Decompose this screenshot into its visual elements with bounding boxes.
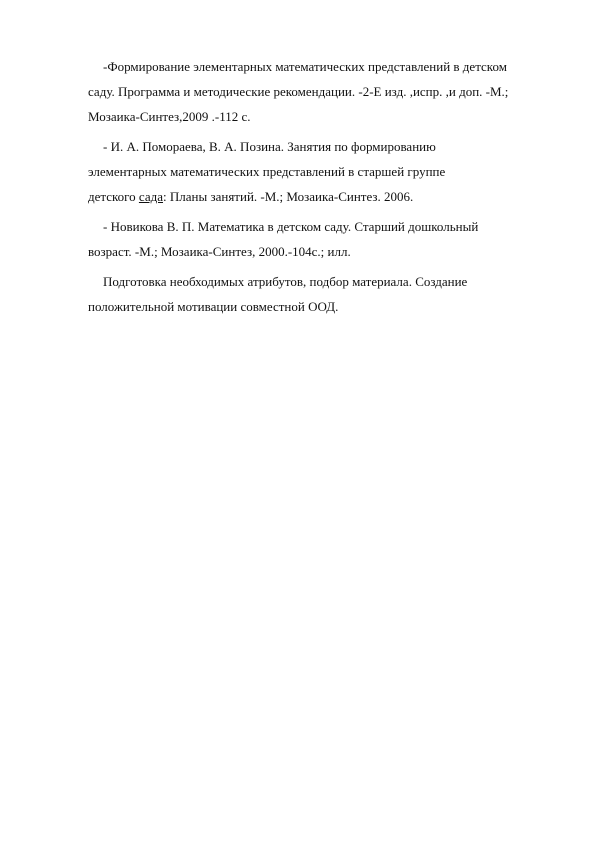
text-segment: : Планы занятий. -М.; Мозаика-Синтез. 2006. — [163, 189, 414, 204]
text-line: положительной мотивации совместной ООД. — [88, 299, 339, 314]
underlined-word: сада — [138, 189, 164, 204]
text-line: Мозаика-Синтез,2009 .-112 с. — [88, 109, 251, 124]
text-line: -Формирование элементарных математических представлений в детском — [103, 59, 507, 74]
text-line: возраст. -М.; Мозаика-Синтез, 2000.-104с.; илл. — [88, 244, 351, 259]
reference-paragraph-1 — [88, 54, 550, 129]
text-line — [88, 184, 550, 209]
text-line: - Новикова В. П. Математика в детском саду. Старший дошкольный — [103, 219, 479, 234]
text-segment: детского — [88, 189, 139, 204]
document-body — [88, 54, 550, 324]
reference-paragraph-3 — [88, 214, 550, 264]
reference-paragraph-2 — [88, 134, 550, 209]
preparation-paragraph — [88, 269, 550, 319]
text-line: Подготовка необходимых атрибутов, подбор материала. Создание — [103, 274, 468, 289]
text-line: элементарных математических представлений в старшей группе — [88, 164, 446, 179]
text-line: саду. Программа и методические рекомендации. -2-Е изд. ,испр. ,и доп. -М.; — [88, 84, 509, 99]
text-line: - И. А. Помораева, В. А. Позина. Занятия по формированию — [103, 139, 436, 154]
